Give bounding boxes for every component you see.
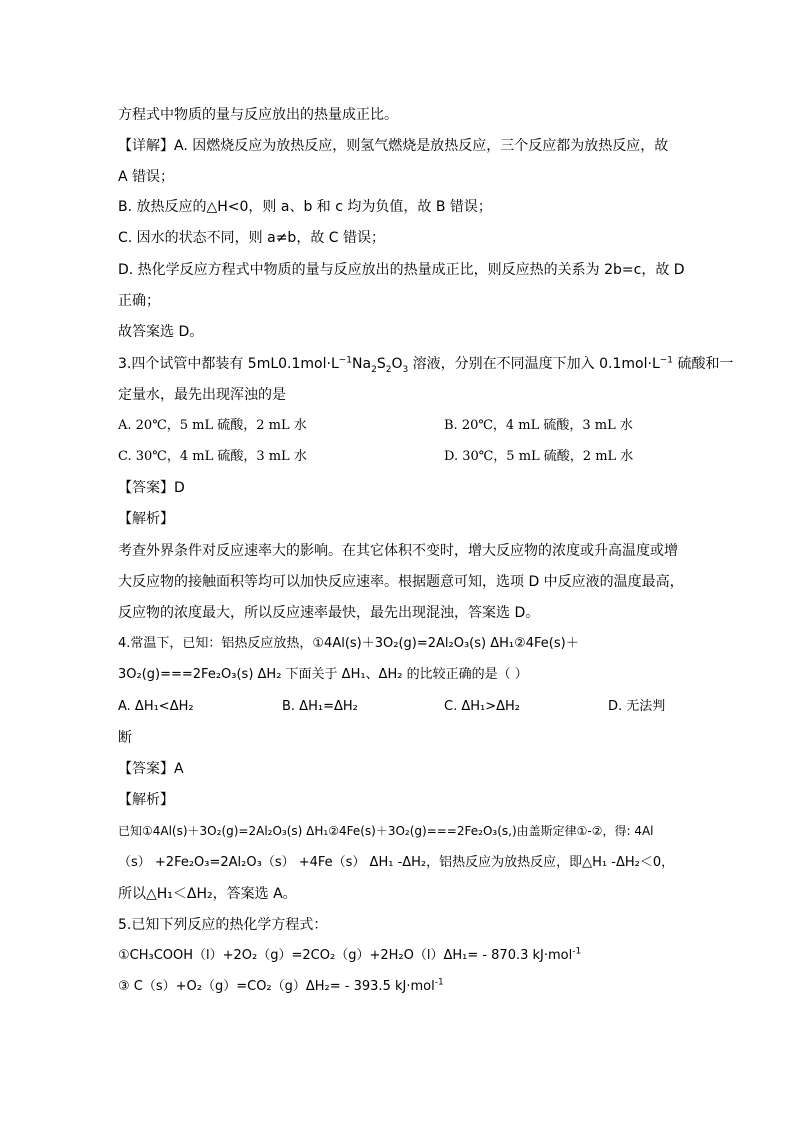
equation-text: ③ C（s）+O₂（g）=CO₂（g）ΔH₂= - 393.5 kJ·mol [118, 979, 435, 994]
question-3-stem: 定量水，最先出现浑浊的是 [118, 387, 286, 403]
stem-part: 3.四个试管中都装有 5mL0.1mol·L [118, 356, 339, 372]
option-c: C. ΔH₁>ΔH₂ [444, 699, 520, 714]
stem-part: O [391, 356, 403, 372]
option-d: D. 无法判 [608, 699, 666, 714]
superscript: -1 [572, 946, 582, 957]
question-4-stem: 4.常温下，已知：铝热反应放热，①4Al(s)＋3O₂(g)=2Al₂O₃(s) ΔH₁②4Fe(s)＋ [118, 636, 579, 651]
option-b: B. 20℃，4 mL 硫酸，3 mL 水 [444, 418, 633, 433]
subscript: 2 [371, 364, 377, 375]
option-a: A. 20℃，5 mL 硫酸，2 mL 水 [118, 418, 307, 433]
analysis-heading: 【解析】 [118, 792, 174, 808]
option-d-continued: 断 [118, 730, 132, 746]
option-c: C. 30℃，4 mL 硫酸，3 mL 水 [118, 449, 307, 464]
question-5-stem: 5.已知下列反应的热化学方程式： [118, 917, 328, 933]
equation-text: ①CH₃COOH（l）+2O₂（g）=2CO₂（g）+2H₂O（l）ΔH₁= - 870.3 kJ·mol [118, 948, 573, 963]
equation-1 [118, 947, 581, 965]
option-d: D. 30℃，5 mL 硫酸，2 mL 水 [444, 449, 634, 464]
answer: 【答案】A [118, 761, 184, 777]
stem-part: S [376, 356, 386, 372]
analysis-line: 已知①4Al(s)＋3O₂(g)=2Al₂O₃(s) ΔH₁②4Fe(s)＋3O₂(g)===2Fe₂O₃(s,)由盖斯定律①-②，得: 4Al [118, 824, 654, 838]
option-a: A. ΔH₁<ΔH₂ [118, 699, 194, 714]
option-b: B. ΔH₁=ΔH₂ [282, 699, 358, 714]
stem-part: 硫酸和一 [673, 356, 734, 372]
answer: 【答案】D [118, 480, 185, 496]
text-line: 正确； [118, 293, 160, 309]
subscript: 3 [402, 364, 409, 375]
equation-3 [118, 978, 444, 996]
analysis-line: 大反应物的接触面积等均可以加快反应速率。根据题意可知，选项 D 中反应液的温度最高， [118, 574, 684, 590]
superscript: -1 [434, 977, 444, 988]
text-line: 方程式中物质的量与反应放出的热量成正比。 [118, 107, 398, 123]
text-line: B. 放热反应的△H<0，则 a、b 和 c 均为负值，故 B 错误； [118, 199, 492, 215]
question-4-stem: 3O₂(g)===2Fe₂O₃(s) ΔH₂ 下面关于 ΔH₁、ΔH₂ 的比较正确的是（ ） [118, 667, 528, 682]
subscript: 2 [385, 364, 392, 375]
analysis-line: （s） +2Fe₂O₃=2Al₂O₃（s） +4Fe（s） ΔH₁ -ΔH₂，铝热反应为放热反应，即△H₁ -ΔH₂＜0， [118, 855, 675, 870]
analysis-heading: 【解析】 [118, 511, 174, 527]
text-line: D. 热化学反应方程式中物质的量与反应放出的热量成正比，则反应热的关系为 2b=c，故 D [118, 262, 685, 278]
superscript: −1 [659, 355, 674, 366]
stem-part: 溶液，分别在不同温度下加入 0.1mol·L [408, 356, 660, 372]
analysis-line: 考查外界条件对反应速率大的影响。在其它体积不变时，增大反应物的浓度或升高温度或增 [118, 543, 678, 559]
superscript: −1 [338, 355, 353, 366]
analysis-line: 所以△H₁＜ΔH₂，答案选 A。 [118, 886, 297, 902]
analysis-line: 反应物的浓度最大，所以反应速率最快，最先出现混浊，答案选 D。 [118, 605, 540, 621]
text-line: A 错误； [118, 169, 175, 185]
text-line: 【详解】A. 因燃烧反应为放热反应，则氢气燃烧是放热反应，三个反应都为放热反应，故 [118, 138, 669, 154]
text-line: C. 因水的状态不同，则 a≠b，故 C 错误； [118, 230, 385, 246]
text-line: 故答案选 D。 [118, 324, 204, 340]
stem-part: Na [352, 356, 372, 372]
question-3-stem [118, 355, 733, 373]
